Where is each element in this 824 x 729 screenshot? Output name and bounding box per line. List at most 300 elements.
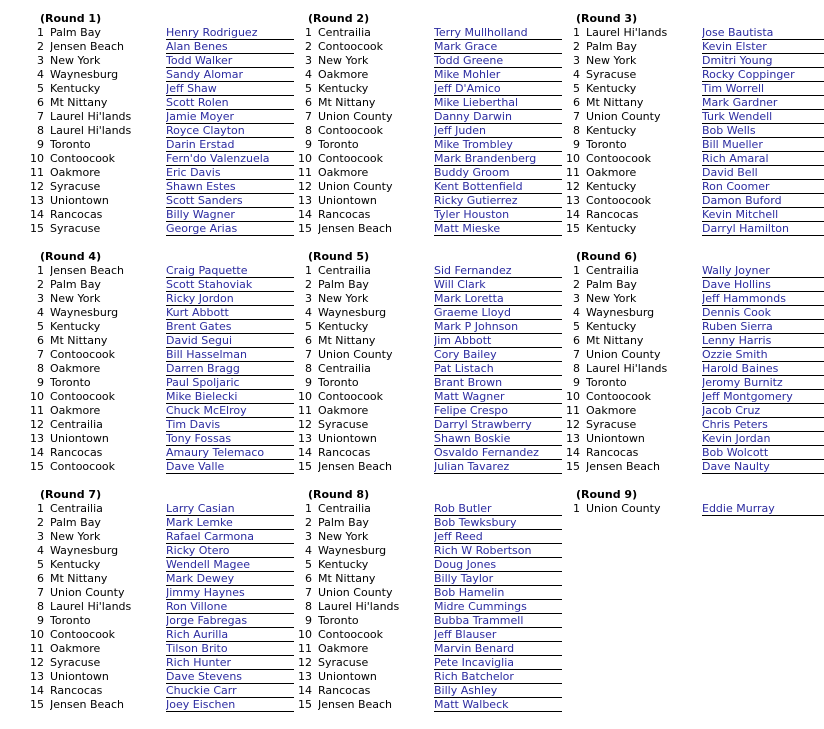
player-link[interactable]: Mark Grace [434,40,562,54]
team-name: Jensen Beach [318,460,393,473]
pick-list [564,264,824,474]
pick-number: 9 [37,376,44,389]
pick-number: 4 [37,306,44,319]
player-link[interactable]: Ron Coomer [702,180,824,194]
pick-row [564,376,824,390]
pick-list [296,26,562,236]
team-name: Laurel Hi'lands [586,362,668,375]
pick-row [296,82,562,96]
player-link[interactable]: Royce Clayton [166,124,294,138]
pick-number: 7 [37,348,44,361]
player-link[interactable]: Jose Bautista [702,26,824,40]
player-link[interactable]: Mark Gardner [702,96,824,110]
team-name: Oakmore [318,404,369,417]
pick-row [28,656,294,670]
team-name: Waynesburg [50,544,119,557]
round-title: (Round 9) [576,488,638,501]
player-link[interactable]: Jeromy Burnitz [702,376,824,390]
pick-list [28,502,294,712]
team-name: Contoocook [50,348,116,361]
player-link[interactable]: Ricky Otero [166,544,294,558]
pick-number: 6 [573,334,580,347]
player-link[interactable]: Matt Mieske [434,222,562,236]
pick-number: 15 [298,460,312,473]
pick-number: 5 [305,82,312,95]
team-name: New York [586,292,637,305]
player-link[interactable]: Wally Joyner [702,264,824,278]
pick-row [296,264,562,278]
player-link[interactable]: Jeff Blauser [434,628,562,642]
player-link[interactable]: Billy Wagner [166,208,294,222]
pick-row [28,670,294,684]
player-link[interactable]: Jeff Montgomery [702,390,824,404]
pick-row [564,166,824,180]
pick-number: 9 [305,614,312,627]
player-link[interactable]: Dennis Cook [702,306,824,320]
player-link[interactable]: Rob Butler [434,502,562,516]
round-title: (Round 2) [308,12,370,25]
team-name: Centrailia [586,264,639,277]
team-name: Centrailia [318,362,371,375]
pick-row [28,446,294,460]
pick-number: 1 [305,502,312,515]
team-name: Kentucky [50,82,101,95]
team-name: New York [318,292,369,305]
player-link[interactable]: Billy Ashley [434,684,562,698]
pick-number: 7 [573,110,580,123]
team-name: Contoocook [318,390,384,403]
player-link[interactable]: Bob Hamelin [434,586,562,600]
player-link[interactable]: Fern'do Valenzuela [166,152,294,166]
pick-row [28,530,294,544]
pick-number: 14 [30,208,44,221]
pick-number: 8 [37,124,44,137]
player-link[interactable]: Jeff D'Amico [434,82,562,96]
player-link[interactable]: Ricky Gutierrez [434,194,562,208]
team-name: Laurel Hi'lands [586,26,668,39]
pick-number: 4 [305,306,312,319]
pick-row [564,446,824,460]
player-link[interactable]: Sandy Alomar [166,68,294,82]
player-link[interactable]: Jimmy Haynes [166,586,294,600]
player-link[interactable]: Kent Bottenfield [434,180,562,194]
player-link[interactable]: Dave Stevens [166,670,294,684]
team-name: Uniontown [586,432,645,445]
pick-row [296,614,562,628]
team-name: New York [318,530,369,543]
pick-row [296,320,562,334]
pick-row [564,292,824,306]
pick-row [28,628,294,642]
team-name: Laurel Hi'lands [318,600,400,613]
team-name: Union County [586,348,661,361]
pick-number: 3 [37,292,44,305]
player-link[interactable]: Paul Spoljaric [166,376,294,390]
player-link[interactable]: Mark P Johnson [434,320,562,334]
pick-row [564,40,824,54]
pick-number: 7 [305,348,312,361]
pick-row [28,96,294,110]
pick-row [564,460,824,474]
team-name: Contoocook [586,152,652,165]
player-link[interactable]: Todd Walker [166,54,294,68]
player-link[interactable]: Shawn Estes [166,180,294,194]
team-name: Laurel Hi'lands [50,110,132,123]
player-link[interactable]: Eddie Murray [702,502,824,516]
team-name: Centrailia [318,264,371,277]
pick-row [28,82,294,96]
player-link[interactable]: Felipe Crespo [434,404,562,418]
player-link[interactable]: Dave Valle [166,460,294,474]
player-link[interactable]: Bill Mueller [702,138,824,152]
player-link[interactable]: Mark Lemke [166,516,294,530]
pick-row [28,152,294,166]
player-link[interactable]: Mike Lieberthal [434,96,562,110]
pick-row [296,180,562,194]
pick-row [564,68,824,82]
pick-number: 12 [30,418,44,431]
pick-number: 6 [573,96,580,109]
player-link[interactable]: Mark Loretta [434,292,562,306]
player-link[interactable]: Brant Brown [434,376,562,390]
player-link[interactable]: Ron Villone [166,600,294,614]
player-link[interactable]: Rich Batchelor [434,670,562,684]
player-link[interactable]: Tim Davis [166,418,294,432]
player-link[interactable]: Chris Peters [702,418,824,432]
player-link[interactable]: Rich Aurilla [166,628,294,642]
player-link[interactable]: Kevin Elster [702,40,824,54]
pick-row [28,600,294,614]
team-name: Waynesburg [586,306,655,319]
player-link[interactable]: Bob Wolcott [702,446,824,460]
player-link[interactable]: Jim Abbott [434,334,562,348]
player-link[interactable]: Sid Fernandez [434,264,562,278]
player-link[interactable]: Mike Mohler [434,68,562,82]
player-link[interactable]: Bob Wells [702,124,824,138]
player-link[interactable]: Marvin Benard [434,642,562,656]
team-name: Palm Bay [586,278,637,291]
round-title: (Round 1) [40,12,102,25]
team-name: Mt Nittany [586,334,644,347]
player-link[interactable]: Mike Trombley [434,138,562,152]
team-name: Waynesburg [50,68,119,81]
player-link[interactable]: Billy Taylor [434,572,562,586]
pick-number: 13 [30,432,44,445]
pick-number: 4 [305,68,312,81]
player-link[interactable]: Henry Rodriguez [166,26,294,40]
player-link[interactable]: Kevin Mitchell [702,208,824,222]
player-link[interactable]: Julian Tavarez [434,460,562,474]
pick-row [296,544,562,558]
player-link[interactable]: Pat Listach [434,362,562,376]
player-link[interactable]: Larry Casian [166,502,294,516]
team-name: Syracuse [318,418,369,431]
pick-row [296,656,562,670]
player-link[interactable]: Rocky Coppinger [702,68,824,82]
round-title: (Round 4) [40,250,102,263]
pick-row [28,586,294,600]
pick-row [28,558,294,572]
player-link[interactable]: Alan Benes [166,40,294,54]
player-link[interactable]: Jamie Moyer [166,110,294,124]
team-name: Jensen Beach [50,264,125,277]
pick-row [28,138,294,152]
pick-row [28,208,294,222]
player-link[interactable]: Mark Brandenberg [434,152,562,166]
pick-number: 10 [566,390,580,403]
player-link[interactable]: Buddy Groom [434,166,562,180]
player-link[interactable]: Scott Stahoviak [166,278,294,292]
player-link[interactable]: Rafael Carmona [166,530,294,544]
pick-number: 8 [573,362,580,375]
player-link[interactable]: Graeme Lloyd [434,306,562,320]
player-link[interactable]: Jeff Hammonds [702,292,824,306]
team-name: Uniontown [318,670,377,683]
pick-number: 12 [298,180,312,193]
pick-number: 12 [566,418,580,431]
pick-number: 7 [305,586,312,599]
player-link[interactable]: Jeff Juden [434,124,562,138]
team-name: Oakmore [586,404,637,417]
player-link[interactable]: Rich Hunter [166,656,294,670]
player-link[interactable]: Wendell Magee [166,558,294,572]
player-link[interactable]: David Bell [702,166,824,180]
player-link[interactable]: Rich Amaral [702,152,824,166]
team-name: Kentucky [50,558,101,571]
team-name: Uniontown [50,670,109,683]
team-name: Toronto [586,138,627,151]
pick-row [564,110,824,124]
team-name: Kentucky [586,180,637,193]
team-name: Oakmore [50,404,101,417]
player-link[interactable]: Ruben Sierra [702,320,824,334]
team-name: Syracuse [586,418,637,431]
pick-row [564,26,824,40]
pick-number: 4 [573,306,580,319]
player-link[interactable]: Jacob Cruz [702,404,824,418]
pick-number: 6 [305,334,312,347]
player-link[interactable]: Osvaldo Fernandez [434,446,562,460]
pick-number: 1 [305,26,312,39]
player-link[interactable]: Darren Bragg [166,362,294,376]
player-link[interactable]: Dave Hollins [702,278,824,292]
pick-row [28,166,294,180]
pick-row [296,138,562,152]
player-link[interactable]: Chuckie Carr [166,684,294,698]
pick-row [564,152,824,166]
pick-number: 2 [573,40,580,53]
pick-row [296,390,562,404]
pick-number: 3 [37,530,44,543]
pick-number: 13 [30,670,44,683]
player-link[interactable]: Turk Wendell [702,110,824,124]
player-link[interactable]: Shawn Boskie [434,432,562,446]
player-link[interactable]: Ozzie Smith [702,348,824,362]
pick-row [564,96,824,110]
player-link[interactable]: Kevin Jordan [702,432,824,446]
team-name: New York [318,54,369,67]
pick-row [28,684,294,698]
team-name: Kentucky [586,320,637,333]
player-link[interactable]: Chuck McElroy [166,404,294,418]
player-link[interactable]: Matt Walbeck [434,698,562,712]
player-link[interactable]: Amaury Telemaco [166,446,294,460]
round-title: (Round 8) [308,488,370,501]
pick-number: 14 [566,208,580,221]
pick-number: 12 [298,418,312,431]
round-title: (Round 6) [576,250,638,263]
player-link[interactable]: Craig Paquette [166,264,294,278]
team-name: Syracuse [50,222,101,235]
pick-number: 2 [573,278,580,291]
pick-number: 5 [573,320,580,333]
player-link[interactable]: Harold Baines [702,362,824,376]
player-link[interactable]: Mark Dewey [166,572,294,586]
player-link[interactable]: Tilson Brito [166,642,294,656]
player-link[interactable]: Terry Mullholland [434,26,562,40]
player-link[interactable]: Pete Incaviglia [434,656,562,670]
pick-row [564,82,824,96]
team-name: Contoocook [50,390,116,403]
pick-row [296,418,562,432]
pick-row [28,110,294,124]
pick-number: 6 [305,572,312,585]
player-link[interactable]: Cory Bailey [434,348,562,362]
player-link[interactable]: Midre Cummings [434,600,562,614]
pick-number: 8 [37,362,44,375]
player-link[interactable]: Tony Fossas [166,432,294,446]
player-link[interactable]: Dmitri Young [702,54,824,68]
player-link[interactable]: Darryl Hamilton [702,222,824,236]
pick-row [28,572,294,586]
player-link[interactable]: Lenny Harris [702,334,824,348]
player-link[interactable]: Mike Bielecki [166,390,294,404]
pick-row [296,600,562,614]
pick-number: 10 [298,152,312,165]
pick-number: 7 [37,110,44,123]
pick-row [296,208,562,222]
pick-row [564,404,824,418]
player-link[interactable]: Jorge Fabregas [166,614,294,628]
player-link[interactable]: Todd Greene [434,54,562,68]
pick-row [296,404,562,418]
pick-row [28,26,294,40]
pick-row [296,278,562,292]
team-name: Kentucky [586,222,637,235]
player-link[interactable]: Doug Jones [434,558,562,572]
team-name: Jensen Beach [318,698,393,711]
pick-row [28,68,294,82]
pick-number: 15 [298,222,312,235]
pick-row [296,572,562,586]
pick-number: 1 [573,502,580,515]
pick-number: 2 [305,278,312,291]
pick-row [28,194,294,208]
team-name: Syracuse [50,656,101,669]
team-name: Waynesburg [50,306,119,319]
pick-row [564,390,824,404]
player-link[interactable]: David Segui [166,334,294,348]
pick-number: 13 [298,432,312,445]
player-link[interactable]: Scott Rolen [166,96,294,110]
pick-row [296,684,562,698]
pick-row [296,348,562,362]
player-link[interactable]: Will Clark [434,278,562,292]
pick-row [296,54,562,68]
pick-row [28,502,294,516]
team-name: Union County [586,502,661,515]
player-link[interactable]: Bill Hasselman [166,348,294,362]
player-link[interactable]: Jeff Shaw [166,82,294,96]
pick-row [296,530,562,544]
pick-number: 14 [30,446,44,459]
pick-number: 1 [573,26,580,39]
player-link[interactable]: Tim Worrell [702,82,824,96]
player-link[interactable]: Joey Eischen [166,698,294,712]
team-name: Kentucky [318,320,369,333]
player-link[interactable]: Matt Wagner [434,390,562,404]
player-link[interactable]: Dave Naulty [702,460,824,474]
player-link[interactable]: Jeff Reed [434,530,562,544]
player-link[interactable]: Darin Erstad [166,138,294,152]
pick-number: 7 [573,348,580,361]
pick-list [564,502,824,516]
team-name: Union County [318,110,393,123]
pick-number: 6 [37,334,44,347]
team-name: Jensen Beach [50,698,125,711]
pick-row [28,376,294,390]
player-link[interactable]: Rich W Robertson [434,544,562,558]
team-name: Kentucky [318,558,369,571]
pick-row [296,68,562,82]
player-link[interactable]: Ricky Jordon [166,292,294,306]
player-link[interactable]: Darryl Strawberry [434,418,562,432]
pick-number: 8 [305,362,312,375]
pick-number: 3 [573,54,580,67]
team-name: Oakmore [50,362,101,375]
player-link[interactable]: Tyler Houston [434,208,562,222]
pick-row [296,306,562,320]
player-link[interactable]: Damon Buford [702,194,824,208]
team-name: Palm Bay [50,278,101,291]
player-link[interactable]: Bob Tewksbury [434,516,562,530]
player-link[interactable]: Eric Davis [166,166,294,180]
pick-row [296,362,562,376]
player-link[interactable]: Danny Darwin [434,110,562,124]
pick-number: 12 [30,656,44,669]
team-name: Syracuse [586,68,637,81]
pick-number: 11 [298,642,312,655]
pick-row [296,194,562,208]
player-link[interactable]: George Arias [166,222,294,236]
pick-number: 1 [37,264,44,277]
player-link[interactable]: Brent Gates [166,320,294,334]
team-name: Union County [318,586,393,599]
pick-number: 3 [573,292,580,305]
pick-number: 14 [566,446,580,459]
team-name: Jensen Beach [586,460,661,473]
pick-row [28,698,294,712]
player-link[interactable]: Scott Sanders [166,194,294,208]
pick-number: 12 [566,180,580,193]
team-name: Rancocas [586,208,639,221]
team-name: Palm Bay [50,26,101,39]
player-link[interactable]: Bubba Trammell [434,614,562,628]
player-link[interactable]: Kurt Abbott [166,306,294,320]
round-title: (Round 5) [308,250,370,263]
pick-list [296,502,562,712]
team-name: Laurel Hi'lands [50,124,132,137]
